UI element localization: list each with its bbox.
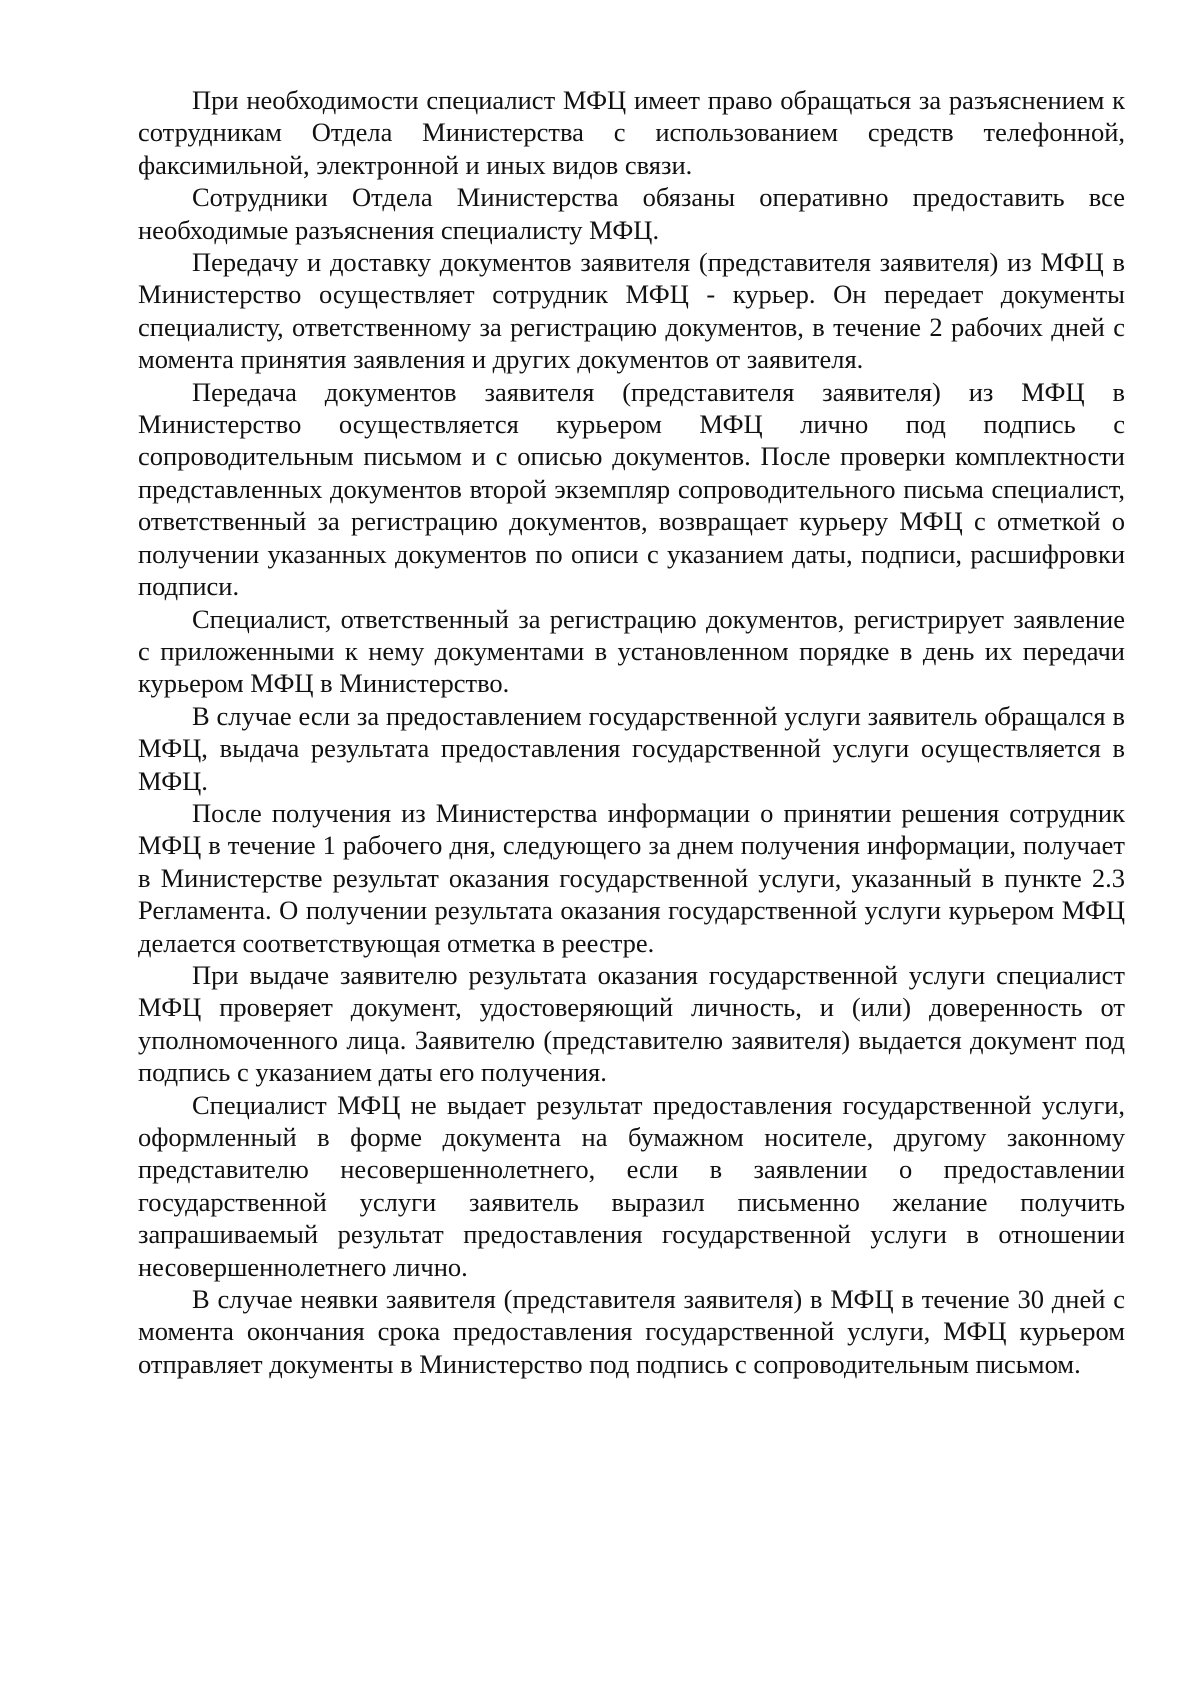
paragraph-8: При выдаче заявителю результата оказания государственной услуги специалист МФЦ проверяет документ, удостоверяющий личность, и (или) доверенность от уполномоченного лица. Заявителю (представителю заявителя) выдается документ под подпись с указанием даты его получения. [138, 959, 1125, 1088]
paragraph-5: Специалист, ответственный за регистрацию документов, регистрирует заявление с приложенными к нему документами в установленном порядке в день их передачи курьером МФЦ в Министерство. [138, 603, 1125, 699]
paragraph-9: Специалист МФЦ не выдает результат предоставления государственной услуги, оформленный в форме документа на бумажном носителе, другому законному представителю несовершеннолетнего, если в заявлении о предоставлении государственной услуги заявитель выразил письменно желание получить запрашиваемый результат предоставления государственной услуги в отношении несовершеннолетнего лично. [138, 1089, 1125, 1282]
paragraph-1: При необходимости специалист МФЦ имеет право обращаться за разъяснением к сотрудникам Отдела Министерства с использованием средств телефонной, факсимильной, электронной и иных видов связи. [138, 85, 1125, 180]
paragraph-3: Передачу и доставку документов заявителя (представителя заявителя) из МФЦ в Министерство осуществляет сотрудник МФЦ - курьер. Он передает документы специалисту, ответственному за регистрацию документов, в течение 2 рабочих дней с момента принятия заявления и других документов от заявителя. [138, 247, 1125, 375]
paragraph-4: Передача документов заявителя (представителя заявителя) из МФЦ в Министерство осуществляется курьером МФЦ лично под подпись с сопроводительным письмом и с описью документов. После проверки комплектности представленных документов второй экземпляр сопроводительного письма специалист, ответственный за регистрацию документов, возвращает курьеру МФЦ с отметкой о получении указанных документов по описи с указанием даты, подписи, расшифровки подписи. [138, 376, 1125, 602]
paragraph-6: В случае если за предоставлением государственной услуги заявитель обращался в МФЦ, выдача результата предоставления государственной услуги осуществляется в МФЦ. [138, 700, 1125, 796]
paragraph-7: После получения из Министерства информации о принятии решения сотрудник МФЦ в течение 1 рабочего дня, следующего за днем получения информации, получает в Министерстве результат оказания государственной услуги, указанный в пункте 2.3 Регламента. О получении результата оказания государственной услуги курьером МФЦ делается соответствующая отметка в реестре. [138, 797, 1125, 958]
paragraph-2: Сотрудники Отдела Министерства обязаны оперативно предоставить все необходимые разъяснения специалисту МФЦ. [138, 182, 1125, 245]
document-body [138, 84, 1125, 1380]
paragraph-10: В случае неявки заявителя (представителя заявителя) в МФЦ в течение 30 дней с момента окончания срока предоставления государственной услуги, МФЦ курьером отправляет документы в Министерство под подпись с сопроводительным письмом. [138, 1284, 1125, 1379]
